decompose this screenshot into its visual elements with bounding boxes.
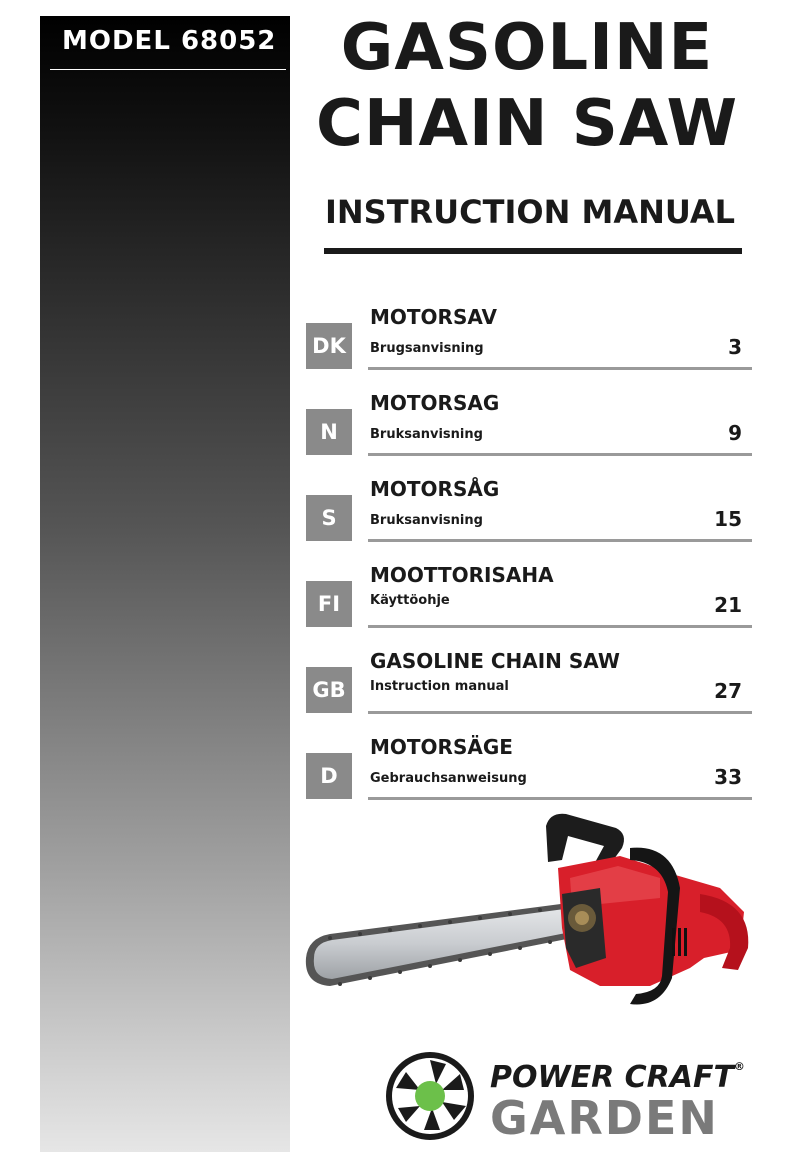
toc-subtitle: Gebrauchsanweisung — [370, 771, 527, 786]
manual-subtitle: INSTRUCTION MANUAL — [324, 193, 736, 231]
toc-page-number: 3 — [728, 335, 742, 359]
language-badge: GB — [306, 667, 352, 713]
toc-row-n[interactable] — [306, 391, 752, 455]
language-badge: N — [306, 409, 352, 455]
brand-name — [490, 1060, 745, 1095]
toc-page-number: 9 — [728, 421, 742, 445]
toc-title: MOTORSAV — [370, 305, 497, 329]
toc-row-gb[interactable] — [306, 649, 752, 713]
brand-subname: GARDEN — [490, 1091, 719, 1145]
toc-title: MOTORSAG — [370, 391, 500, 415]
title-line-2: CHAIN SAW — [315, 87, 739, 161]
language-badge: D — [306, 753, 352, 799]
toc-row-fi[interactable] — [306, 563, 752, 627]
toc-subtitle: Käyttöohje — [370, 593, 450, 608]
toc-row-d[interactable] — [306, 735, 752, 799]
toc-title: MOTORSÄGE — [370, 735, 513, 759]
toc-page-number: 15 — [714, 507, 742, 531]
toc-subtitle: Instruction manual — [370, 679, 509, 694]
model-underline — [50, 69, 286, 70]
toc-divider — [368, 539, 752, 542]
toc-divider — [368, 625, 752, 628]
toc-title: MOOTTORISAHA — [370, 563, 554, 587]
toc-page-number: 21 — [714, 593, 742, 617]
toc-divider — [368, 367, 752, 370]
toc-title: MOTORSÅG — [370, 477, 500, 501]
brand-name-text: POWER CRAFT — [490, 1060, 734, 1095]
toc-divider — [368, 453, 752, 456]
toc-divider — [368, 797, 752, 800]
page-title — [292, 10, 762, 162]
toc-title: GASOLINE CHAIN SAW — [370, 649, 620, 673]
language-badge: DK — [306, 323, 352, 369]
toc-page-number: 27 — [714, 679, 742, 703]
chainsaw-product-image — [300, 808, 754, 1024]
title-line-1: GASOLINE — [340, 11, 714, 85]
toc-page-number: 33 — [714, 765, 742, 789]
toc-row-dk[interactable] — [306, 305, 752, 369]
toc-subtitle: Bruksanvisning — [370, 513, 483, 528]
gradient-side-band — [40, 16, 290, 1152]
toc-subtitle: Bruksanvisning — [370, 427, 483, 442]
toc-divider — [368, 711, 752, 714]
model-number: MODEL 68052 — [62, 26, 277, 56]
toc-subtitle: Brugsanvisning — [370, 341, 484, 356]
aperture-logo-icon — [384, 1050, 476, 1142]
toc-row-s[interactable] — [306, 477, 752, 541]
language-badge: FI — [306, 581, 352, 627]
subtitle-rule — [324, 248, 742, 254]
language-badge: S — [306, 495, 352, 541]
registered-mark: ® — [733, 1060, 745, 1073]
